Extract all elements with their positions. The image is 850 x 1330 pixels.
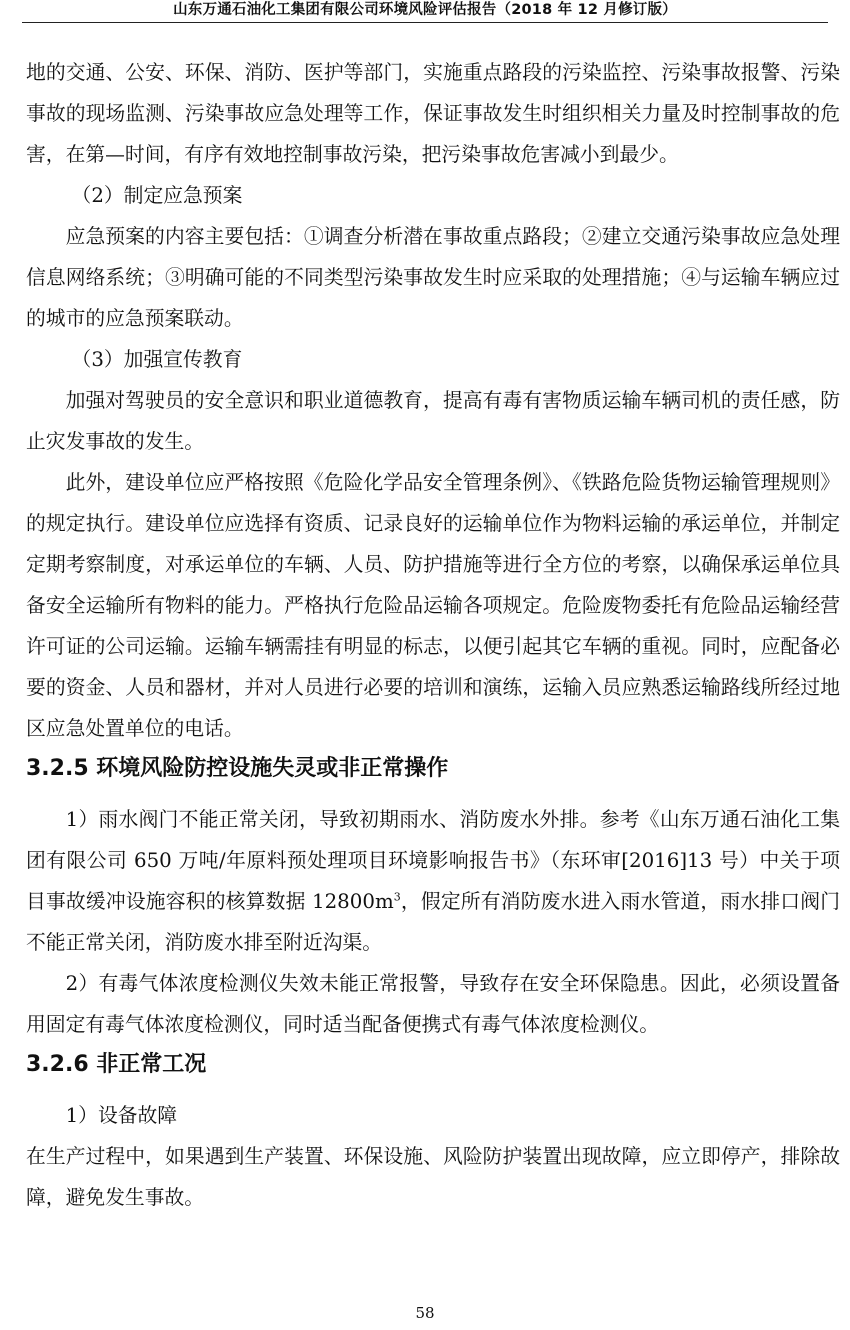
section-heading-3-2-6: 3.2.6 非正常工况 bbox=[26, 1052, 207, 1077]
paragraph-emergency-coordination: 地的交通、公安、环保、消防、医护等部门，实施重点路段的污染监控、污染事故报警、污染事故的现场监测、污染事故应急处理等工作，保证事故发生时组织相关力量及时控制事故的危害，在第—时间，有序有效地控制事故污染，把污染事故危害减小到最少。 bbox=[26, 61, 840, 166]
paragraph-education: 加强对驾驶员的安全意识和职业道德教育，提高有毒有害物质运输车辆司机的责任感，防止灾发事故的发生。 bbox=[26, 389, 840, 453]
subheading-equipment-failure: 1）设备故障 bbox=[65, 1104, 178, 1127]
page-header: 山东万通石油化工集团有限公司环境风险评估报告（2018 年 12 月修订版） bbox=[22, 0, 828, 23]
section-heading-3-2-5: 3.2.5 环境风险防控设施失灵或非正常操作 bbox=[26, 756, 449, 781]
paragraph-rainwater-valve-text-end: ，假定所有消防废水进入雨水管道，雨水排口阀门不能正常关闭，消防废水排至附近沟渠。 bbox=[26, 890, 840, 954]
subheading-emergency-plan: （2）制定应急预案 bbox=[71, 184, 243, 207]
paragraph-rainwater-valve-text: 1）雨水阀门不能正常关闭，导致初期雨水、消防废水外排。参考《山东万通石油化工集团有限公司 650 万吨/年原料预处理项目环境影响报告书》（东环审[2016]13 号）中关于项目事故缓冲设施容积的核算数据 12800m bbox=[26, 808, 840, 913]
page-content bbox=[26, 52, 840, 1218]
subheading-education: （3）加强宣传教育 bbox=[71, 348, 243, 371]
superscript-cubic: 3 bbox=[393, 890, 401, 904]
paragraph-equipment-failure: 在生产过程中，如果遇到生产装置、环保设施、风险防护装置出现故障，应立即停产，排除故障，避免发生事故。 bbox=[26, 1145, 840, 1209]
paragraph-rainwater-valve bbox=[26, 799, 840, 963]
paragraph-transport-regulations: 此外，建设单位应严格按照《危险化学品安全管理条例》、《铁路危险货物运输管理规则》的规定执行。建设单位应选择有资质、记录良好的运输单位作为物料运输的承运单位，并制定定期考察制度，对承运单位的车辆、人员、防护措施等进行全方位的考察，以确保承运单位具备安全运输所有物料的能力。严格执行危险品运输各项规定。危险废物委托有危险品运输经营许可证的公司运输。运输车辆需挂有明显的标志，以便引起其它车辆的重视。同时，应配备必要的资金、人员和器材，并对人员进行必要的培训和演练，运输入员应熟悉运输路线所经过地区应急处置单位的电话。 bbox=[26, 471, 840, 740]
paragraph-gas-detector: 2）有毒气体浓度检测仪失效未能正常报警，导致存在安全环保隐患。因此，必须设置备用固定有毒气体浓度检测仪，同时适当配备便携式有毒气体浓度检测仪。 bbox=[26, 972, 840, 1036]
page-number: 58 bbox=[415, 1304, 435, 1322]
paragraph-emergency-plan: 应急预案的内容主要包括：①调查分析潜在事故重点路段；②建立交通污染事故应急处理信息网络系统；③明确可能的不同类型污染事故发生时应采取的处理措施；④与运输车辆应过的城市的应急预案联动。 bbox=[26, 225, 840, 330]
